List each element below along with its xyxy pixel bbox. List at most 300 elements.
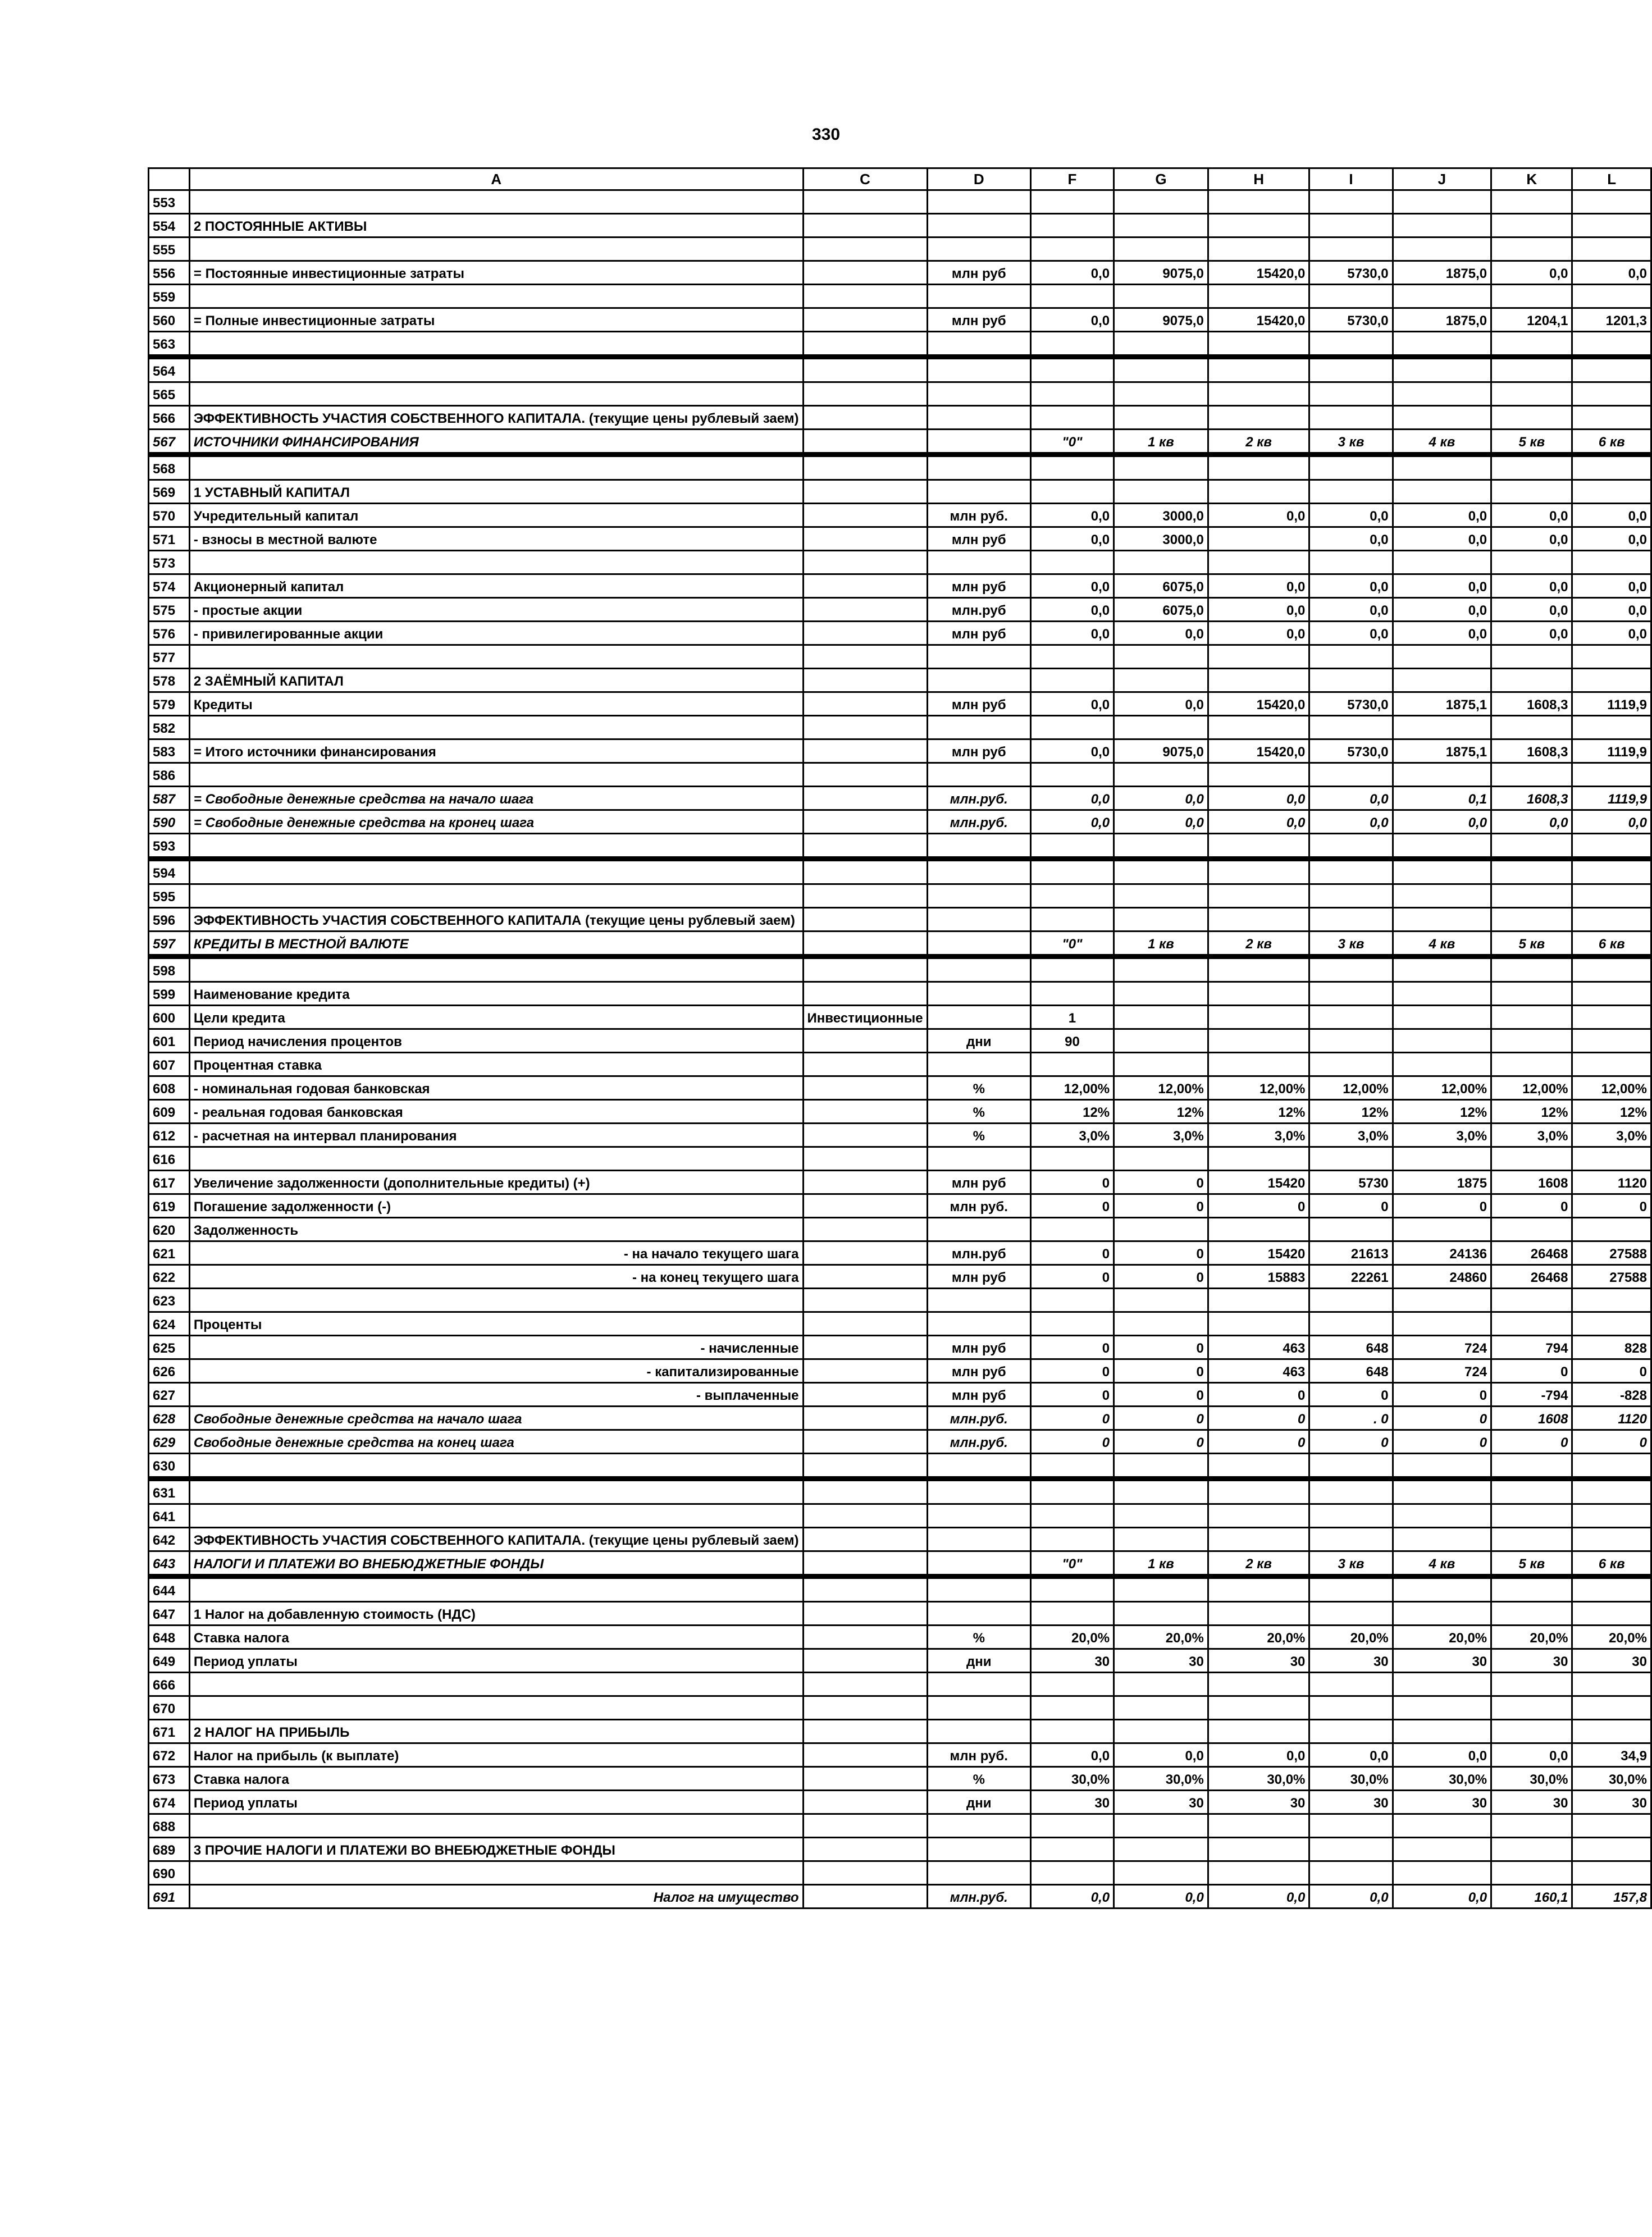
cell-unit[interactable]: % bbox=[927, 1100, 1030, 1124]
cell-c[interactable] bbox=[803, 430, 927, 455]
cell-value[interactable] bbox=[1309, 480, 1393, 504]
cell-value[interactable]: 12,00% bbox=[1030, 1076, 1113, 1100]
cell-value[interactable] bbox=[1491, 382, 1572, 406]
cell-label[interactable]: 2 ПОСТОЯННЫЕ АКТИВЫ bbox=[189, 214, 803, 238]
cell-value[interactable]: 0,0 bbox=[1309, 1885, 1393, 1909]
cell-value[interactable] bbox=[1572, 1479, 1651, 1504]
cell-value[interactable]: 157,8 bbox=[1572, 1885, 1651, 1909]
cell-value[interactable]: 15420,0 bbox=[1208, 739, 1309, 763]
row-number[interactable]: 599 bbox=[149, 982, 190, 1006]
cell-value[interactable]: 2 кв bbox=[1208, 1551, 1309, 1577]
cell-c[interactable] bbox=[803, 1029, 927, 1053]
cell-label[interactable] bbox=[189, 1504, 803, 1528]
cell-label[interactable]: Ставка налога bbox=[189, 1626, 803, 1649]
cell-label[interactable]: Наименование кредита bbox=[189, 982, 803, 1006]
cell-value[interactable]: 1120 bbox=[1572, 1171, 1651, 1194]
cell-value[interactable] bbox=[1309, 763, 1393, 787]
cell-value[interactable] bbox=[1491, 1053, 1572, 1076]
cell-value[interactable] bbox=[1572, 982, 1651, 1006]
row-number[interactable]: 648 bbox=[149, 1626, 190, 1649]
cell-unit[interactable] bbox=[927, 834, 1030, 859]
cell-value[interactable] bbox=[1572, 332, 1651, 357]
cell-value[interactable] bbox=[1114, 1577, 1208, 1602]
cell-value[interactable]: 0,0 bbox=[1393, 504, 1491, 527]
cell-value[interactable] bbox=[1208, 1720, 1309, 1743]
cell-label[interactable]: - номинальная годовая банковская bbox=[189, 1076, 803, 1100]
cell-value[interactable] bbox=[1572, 382, 1651, 406]
cell-value[interactable] bbox=[1572, 1814, 1651, 1838]
cell-value[interactable] bbox=[1030, 1053, 1113, 1076]
cell-value[interactable] bbox=[1393, 1696, 1491, 1720]
cell-value[interactable] bbox=[1114, 716, 1208, 739]
cell-value[interactable] bbox=[1572, 357, 1651, 382]
cell-value[interactable] bbox=[1114, 957, 1208, 982]
row-number[interactable]: 630 bbox=[149, 1454, 190, 1479]
cell-value[interactable] bbox=[1572, 1696, 1651, 1720]
cell-unit[interactable]: дни bbox=[927, 1791, 1030, 1814]
cell-value[interactable]: 9075,0 bbox=[1114, 739, 1208, 763]
cell-value[interactable]: 5730,0 bbox=[1309, 308, 1393, 332]
cell-c[interactable] bbox=[803, 1696, 927, 1720]
cell-value[interactable] bbox=[1030, 1861, 1113, 1885]
cell-value[interactable]: 0,0 bbox=[1393, 527, 1491, 551]
cell-value[interactable] bbox=[1208, 716, 1309, 739]
cell-c[interactable] bbox=[803, 504, 927, 527]
cell-value[interactable]: 12,00% bbox=[1572, 1076, 1651, 1100]
cell-value[interactable] bbox=[1393, 455, 1491, 480]
cell-value[interactable]: 4 кв bbox=[1393, 932, 1491, 957]
cell-value[interactable] bbox=[1309, 908, 1393, 932]
cell-value[interactable]: 5730 bbox=[1309, 1171, 1393, 1194]
cell-value[interactable]: 0 bbox=[1491, 1359, 1572, 1383]
cell-value[interactable]: 5 кв bbox=[1491, 932, 1572, 957]
cell-value[interactable]: 12,00% bbox=[1208, 1076, 1309, 1100]
cell-c[interactable] bbox=[803, 1171, 927, 1194]
cell-value[interactable] bbox=[1572, 884, 1651, 908]
row-number[interactable]: 641 bbox=[149, 1504, 190, 1528]
cell-value[interactable] bbox=[1208, 1312, 1309, 1336]
cell-value[interactable] bbox=[1393, 1838, 1491, 1861]
cell-value[interactable] bbox=[1114, 1053, 1208, 1076]
cell-value[interactable] bbox=[1491, 1454, 1572, 1479]
cell-value[interactable] bbox=[1208, 645, 1309, 669]
cell-label[interactable]: - выплаченные bbox=[189, 1383, 803, 1407]
cell-value[interactable] bbox=[1208, 455, 1309, 480]
cell-value[interactable]: 0,0 bbox=[1393, 1885, 1491, 1909]
cell-value[interactable] bbox=[1114, 982, 1208, 1006]
cell-c[interactable] bbox=[803, 1407, 927, 1430]
cell-value[interactable]: 12% bbox=[1309, 1100, 1393, 1124]
cell-value[interactable] bbox=[1208, 382, 1309, 406]
cell-value[interactable] bbox=[1491, 1479, 1572, 1504]
row-number[interactable]: 621 bbox=[149, 1241, 190, 1265]
cell-unit[interactable]: дни bbox=[927, 1649, 1030, 1673]
cell-unit[interactable] bbox=[927, 1696, 1030, 1720]
row-number[interactable]: 628 bbox=[149, 1407, 190, 1430]
cell-value[interactable] bbox=[1208, 1673, 1309, 1696]
cell-unit[interactable]: млн.руб. bbox=[927, 1430, 1030, 1454]
cell-label[interactable]: Процентная ставка bbox=[189, 1053, 803, 1076]
cell-label[interactable]: = Свободные денежные средства на кронец шага bbox=[189, 810, 803, 834]
cell-value[interactable] bbox=[1208, 1289, 1309, 1312]
cell-value[interactable] bbox=[1491, 406, 1572, 430]
cell-label[interactable] bbox=[189, 382, 803, 406]
cell-value[interactable]: 0 bbox=[1208, 1194, 1309, 1218]
cell-unit[interactable] bbox=[927, 1454, 1030, 1479]
cell-unit[interactable]: млн руб bbox=[927, 739, 1030, 763]
cell-c[interactable] bbox=[803, 1551, 927, 1577]
row-number[interactable]: 560 bbox=[149, 308, 190, 332]
cell-value[interactable]: 0,0 bbox=[1030, 787, 1113, 810]
cell-value[interactable] bbox=[1309, 1053, 1393, 1076]
cell-value[interactable]: 3,0% bbox=[1491, 1124, 1572, 1147]
cell-value[interactable] bbox=[1309, 1289, 1393, 1312]
cell-value[interactable]: 0,0 bbox=[1491, 504, 1572, 527]
cell-c[interactable] bbox=[803, 1124, 927, 1147]
cell-value[interactable]: 1 bbox=[1030, 1006, 1113, 1029]
cell-unit[interactable] bbox=[927, 1814, 1030, 1838]
row-number[interactable]: 566 bbox=[149, 406, 190, 430]
cell-value[interactable] bbox=[1491, 190, 1572, 214]
cell-c[interactable] bbox=[803, 1861, 927, 1885]
cell-value[interactable] bbox=[1309, 332, 1393, 357]
cell-unit[interactable] bbox=[927, 884, 1030, 908]
cell-value[interactable] bbox=[1030, 1504, 1113, 1528]
cell-value[interactable] bbox=[1309, 357, 1393, 382]
cell-unit[interactable] bbox=[927, 1551, 1030, 1577]
cell-value[interactable]: 20,0% bbox=[1208, 1626, 1309, 1649]
cell-value[interactable]: 15420,0 bbox=[1208, 692, 1309, 716]
cell-value[interactable] bbox=[1309, 884, 1393, 908]
cell-value[interactable] bbox=[1491, 982, 1572, 1006]
cell-value[interactable]: 1 кв bbox=[1114, 1551, 1208, 1577]
cell-c[interactable] bbox=[803, 1504, 927, 1528]
cell-unit[interactable]: млн.руб. bbox=[927, 810, 1030, 834]
cell-value[interactable] bbox=[1491, 238, 1572, 261]
cell-value[interactable] bbox=[1208, 834, 1309, 859]
cell-value[interactable] bbox=[1309, 1454, 1393, 1479]
cell-value[interactable]: 30,0% bbox=[1393, 1767, 1491, 1791]
cell-label[interactable]: - начисленные bbox=[189, 1336, 803, 1359]
cell-value[interactable]: 0,0 bbox=[1572, 504, 1651, 527]
cell-value[interactable] bbox=[1208, 1029, 1309, 1053]
cell-value[interactable] bbox=[1114, 238, 1208, 261]
cell-value[interactable]: 0 bbox=[1208, 1430, 1309, 1454]
cell-label[interactable]: Кредиты bbox=[189, 692, 803, 716]
cell-label[interactable] bbox=[189, 1673, 803, 1696]
cell-value[interactable] bbox=[1030, 1577, 1113, 1602]
cell-value[interactable]: 0 bbox=[1114, 1430, 1208, 1454]
cell-value[interactable] bbox=[1491, 957, 1572, 982]
cell-value[interactable] bbox=[1491, 1147, 1572, 1171]
cell-value[interactable]: 0,0 bbox=[1572, 574, 1651, 598]
cell-value[interactable] bbox=[1030, 1479, 1113, 1504]
cell-unit[interactable] bbox=[927, 1861, 1030, 1885]
cell-value[interactable] bbox=[1491, 1838, 1572, 1861]
cell-value[interactable] bbox=[1114, 859, 1208, 884]
cell-value[interactable] bbox=[1572, 1504, 1651, 1528]
cell-value[interactable] bbox=[1309, 645, 1393, 669]
cell-value[interactable]: 0,0 bbox=[1208, 810, 1309, 834]
cell-value[interactable]: 0,0 bbox=[1030, 1885, 1113, 1909]
cell-unit[interactable] bbox=[927, 238, 1030, 261]
cell-value[interactable]: 30 bbox=[1114, 1791, 1208, 1814]
cell-unit[interactable] bbox=[927, 1289, 1030, 1312]
cell-value[interactable] bbox=[1030, 957, 1113, 982]
cell-c[interactable] bbox=[803, 1100, 927, 1124]
cell-value[interactable]: 0,0 bbox=[1030, 308, 1113, 332]
cell-value[interactable]: 0,0 bbox=[1309, 598, 1393, 622]
cell-value[interactable]: 0,0 bbox=[1114, 810, 1208, 834]
cell-value[interactable]: 0,0 bbox=[1393, 810, 1491, 834]
cell-label[interactable]: = Постоянные инвестиционные затраты bbox=[189, 261, 803, 285]
cell-value[interactable]: 30,0% bbox=[1208, 1767, 1309, 1791]
cell-value[interactable] bbox=[1114, 1838, 1208, 1861]
cell-value[interactable] bbox=[1491, 1504, 1572, 1528]
cell-value[interactable] bbox=[1114, 1673, 1208, 1696]
cell-value[interactable]: 24860 bbox=[1393, 1265, 1491, 1289]
cell-value[interactable]: . 0 bbox=[1309, 1407, 1393, 1430]
cell-label[interactable]: Задолженность bbox=[189, 1218, 803, 1241]
cell-value[interactable] bbox=[1572, 1147, 1651, 1171]
cell-unit[interactable] bbox=[927, 716, 1030, 739]
cell-unit[interactable] bbox=[927, 1006, 1030, 1029]
cell-c[interactable] bbox=[803, 190, 927, 214]
cell-value[interactable] bbox=[1572, 1289, 1651, 1312]
cell-value[interactable]: 0 bbox=[1393, 1430, 1491, 1454]
cell-value[interactable]: 0,0 bbox=[1393, 622, 1491, 645]
cell-value[interactable] bbox=[1572, 1838, 1651, 1861]
row-number[interactable]: 612 bbox=[149, 1124, 190, 1147]
cell-value[interactable]: 1 кв bbox=[1114, 932, 1208, 957]
cell-value[interactable]: 12% bbox=[1572, 1100, 1651, 1124]
cell-value[interactable]: 20,0% bbox=[1114, 1626, 1208, 1649]
cell-value[interactable]: 0 bbox=[1030, 1359, 1113, 1383]
cell-value[interactable]: 5 кв bbox=[1491, 1551, 1572, 1577]
cell-label[interactable]: = Свободные денежные средства на начало шага bbox=[189, 787, 803, 810]
cell-value[interactable] bbox=[1208, 480, 1309, 504]
cell-value[interactable]: 27588 bbox=[1572, 1241, 1651, 1265]
cell-value[interactable] bbox=[1208, 1504, 1309, 1528]
cell-value[interactable] bbox=[1572, 1053, 1651, 1076]
cell-value[interactable] bbox=[1393, 406, 1491, 430]
cell-value[interactable] bbox=[1393, 1479, 1491, 1504]
cell-unit[interactable]: млн.руб. bbox=[927, 1885, 1030, 1909]
cell-value[interactable]: 0,0 bbox=[1208, 504, 1309, 527]
cell-value[interactable] bbox=[1309, 1861, 1393, 1885]
cell-value[interactable]: 9075,0 bbox=[1114, 308, 1208, 332]
cell-value[interactable]: 0,0 bbox=[1393, 598, 1491, 622]
column-header-i[interactable]: I bbox=[1309, 168, 1393, 190]
cell-value[interactable]: 1608,3 bbox=[1491, 787, 1572, 810]
cell-value[interactable] bbox=[1030, 908, 1113, 932]
cell-value[interactable] bbox=[1491, 1528, 1572, 1551]
cell-value[interactable] bbox=[1393, 982, 1491, 1006]
cell-label[interactable]: ЭФФЕКТИВНОСТЬ УЧАСТИЯ СОБСТВЕННОГО КАПИТАЛА (текущие цены рублевый заем) bbox=[189, 908, 803, 932]
cell-value[interactable]: "0" bbox=[1030, 430, 1113, 455]
cell-value[interactable]: 3,0% bbox=[1309, 1124, 1393, 1147]
cell-unit[interactable] bbox=[927, 1504, 1030, 1528]
row-number[interactable]: 587 bbox=[149, 787, 190, 810]
cell-label[interactable] bbox=[189, 332, 803, 357]
cell-unit[interactable]: % bbox=[927, 1076, 1030, 1100]
cell-value[interactable] bbox=[1114, 763, 1208, 787]
row-number[interactable]: 619 bbox=[149, 1194, 190, 1218]
cell-value[interactable]: 6 кв bbox=[1572, 932, 1651, 957]
cell-unit[interactable]: млн.руб. bbox=[927, 787, 1030, 810]
cell-value[interactable] bbox=[1030, 982, 1113, 1006]
cell-value[interactable]: 0,0 bbox=[1114, 622, 1208, 645]
row-number[interactable]: 666 bbox=[149, 1673, 190, 1696]
cell-value[interactable]: 0,1 bbox=[1393, 787, 1491, 810]
cell-unit[interactable]: млн руб. bbox=[927, 504, 1030, 527]
cell-c[interactable] bbox=[803, 1814, 927, 1838]
cell-label[interactable] bbox=[189, 1147, 803, 1171]
cell-value[interactable] bbox=[1114, 406, 1208, 430]
cell-value[interactable] bbox=[1309, 1602, 1393, 1626]
cell-value[interactable]: 3,0% bbox=[1208, 1124, 1309, 1147]
cell-c[interactable] bbox=[803, 1241, 927, 1265]
cell-value[interactable]: 20,0% bbox=[1030, 1626, 1113, 1649]
cell-value[interactable] bbox=[1393, 551, 1491, 574]
cell-value[interactable]: 0,0 bbox=[1491, 1743, 1572, 1767]
cell-label[interactable] bbox=[189, 1696, 803, 1720]
cell-value[interactable]: 30 bbox=[1393, 1649, 1491, 1673]
cell-unit[interactable] bbox=[927, 982, 1030, 1006]
row-number[interactable]: 594 bbox=[149, 859, 190, 884]
cell-unit[interactable]: млн руб bbox=[927, 1171, 1030, 1194]
cell-value[interactable]: 1119,9 bbox=[1572, 787, 1651, 810]
cell-value[interactable] bbox=[1208, 1861, 1309, 1885]
cell-value[interactable]: 30,0% bbox=[1030, 1767, 1113, 1791]
cell-label[interactable] bbox=[189, 859, 803, 884]
cell-value[interactable] bbox=[1309, 551, 1393, 574]
row-number[interactable]: 689 bbox=[149, 1838, 190, 1861]
cell-value[interactable]: 0,0 bbox=[1030, 810, 1113, 834]
cell-value[interactable]: 0 bbox=[1572, 1430, 1651, 1454]
cell-value[interactable]: 6075,0 bbox=[1114, 598, 1208, 622]
row-number[interactable]: 583 bbox=[149, 739, 190, 763]
cell-value[interactable] bbox=[1309, 1029, 1393, 1053]
cell-c[interactable] bbox=[803, 1454, 927, 1479]
cell-c[interactable] bbox=[803, 622, 927, 645]
cell-value[interactable] bbox=[1030, 669, 1113, 692]
cell-value[interactable]: 30 bbox=[1309, 1791, 1393, 1814]
cell-value[interactable]: 0 bbox=[1208, 1407, 1309, 1430]
cell-value[interactable] bbox=[1572, 763, 1651, 787]
cell-unit[interactable] bbox=[927, 1479, 1030, 1504]
cell-value[interactable]: 0,0 bbox=[1309, 787, 1393, 810]
cell-value[interactable]: 15420,0 bbox=[1208, 308, 1309, 332]
cell-c[interactable] bbox=[803, 982, 927, 1006]
cell-value[interactable] bbox=[1030, 1814, 1113, 1838]
cell-value[interactable] bbox=[1030, 455, 1113, 480]
row-number[interactable]: 567 bbox=[149, 430, 190, 455]
cell-value[interactable] bbox=[1572, 1006, 1651, 1029]
cell-value[interactable]: 0,0 bbox=[1208, 622, 1309, 645]
cell-value[interactable] bbox=[1114, 214, 1208, 238]
cell-value[interactable]: 3000,0 bbox=[1114, 504, 1208, 527]
cell-value[interactable]: 5730,0 bbox=[1309, 739, 1393, 763]
cell-value[interactable] bbox=[1030, 859, 1113, 884]
cell-value[interactable]: 0,0 bbox=[1393, 574, 1491, 598]
cell-unit[interactable]: млн руб. bbox=[927, 1194, 1030, 1218]
column-header-k[interactable]: K bbox=[1491, 168, 1572, 190]
cell-value[interactable]: 12% bbox=[1491, 1100, 1572, 1124]
cell-value[interactable] bbox=[1208, 551, 1309, 574]
cell-value[interactable] bbox=[1114, 455, 1208, 480]
cell-label[interactable]: Период уплаты bbox=[189, 1649, 803, 1673]
cell-c[interactable] bbox=[803, 787, 927, 810]
cell-c[interactable] bbox=[803, 645, 927, 669]
cell-value[interactable] bbox=[1030, 1838, 1113, 1861]
cell-unit[interactable] bbox=[927, 859, 1030, 884]
row-number[interactable]: 556 bbox=[149, 261, 190, 285]
cell-value[interactable] bbox=[1208, 1006, 1309, 1029]
cell-value[interactable] bbox=[1491, 285, 1572, 308]
cell-value[interactable] bbox=[1208, 859, 1309, 884]
cell-value[interactable] bbox=[1208, 957, 1309, 982]
cell-value[interactable]: 3 кв bbox=[1309, 932, 1393, 957]
row-number[interactable]: 643 bbox=[149, 1551, 190, 1577]
cell-value[interactable]: 0,0 bbox=[1309, 622, 1393, 645]
cell-value[interactable] bbox=[1393, 859, 1491, 884]
cell-value[interactable]: 0,0 bbox=[1030, 739, 1113, 763]
cell-value[interactable] bbox=[1393, 238, 1491, 261]
cell-value[interactable]: 0,0 bbox=[1030, 527, 1113, 551]
cell-value[interactable] bbox=[1491, 716, 1572, 739]
row-number[interactable]: 642 bbox=[149, 1528, 190, 1551]
cell-value[interactable]: 1120 bbox=[1572, 1407, 1651, 1430]
cell-value[interactable] bbox=[1572, 551, 1651, 574]
cell-c[interactable] bbox=[803, 669, 927, 692]
cell-unit[interactable]: млн руб bbox=[927, 527, 1030, 551]
cell-c[interactable] bbox=[803, 1147, 927, 1171]
row-number[interactable]: 690 bbox=[149, 1861, 190, 1885]
cell-value[interactable]: 1875,1 bbox=[1393, 692, 1491, 716]
cell-value[interactable] bbox=[1030, 357, 1113, 382]
row-number[interactable]: 616 bbox=[149, 1147, 190, 1171]
cell-c[interactable] bbox=[803, 1430, 927, 1454]
cell-label[interactable]: Погашение задолженности (-) bbox=[189, 1194, 803, 1218]
row-number[interactable]: 626 bbox=[149, 1359, 190, 1383]
cell-c[interactable] bbox=[803, 1577, 927, 1602]
cell-unit[interactable] bbox=[927, 480, 1030, 504]
cell-c[interactable] bbox=[803, 261, 927, 285]
cell-value[interactable] bbox=[1114, 1289, 1208, 1312]
row-number[interactable]: 575 bbox=[149, 598, 190, 622]
cell-unit[interactable]: млн руб bbox=[927, 692, 1030, 716]
cell-value[interactable] bbox=[1208, 190, 1309, 214]
cell-label[interactable]: Налог на имущество bbox=[189, 1885, 803, 1909]
cell-value[interactable]: 0,0 bbox=[1030, 574, 1113, 598]
cell-value[interactable]: 0 bbox=[1030, 1194, 1113, 1218]
row-number[interactable]: 672 bbox=[149, 1743, 190, 1767]
row-number[interactable]: 559 bbox=[149, 285, 190, 308]
cell-value[interactable]: 0,0 bbox=[1309, 527, 1393, 551]
cell-value[interactable] bbox=[1030, 406, 1113, 430]
cell-value[interactable] bbox=[1114, 1029, 1208, 1053]
cell-c[interactable] bbox=[803, 1720, 927, 1743]
cell-value[interactable]: -828 bbox=[1572, 1383, 1651, 1407]
cell-c[interactable] bbox=[803, 1359, 927, 1383]
cell-value[interactable] bbox=[1208, 1602, 1309, 1626]
cell-label[interactable] bbox=[189, 551, 803, 574]
cell-label[interactable] bbox=[189, 238, 803, 261]
row-number[interactable]: 574 bbox=[149, 574, 190, 598]
cell-value[interactable] bbox=[1114, 190, 1208, 214]
cell-value[interactable]: 0 bbox=[1030, 1265, 1113, 1289]
